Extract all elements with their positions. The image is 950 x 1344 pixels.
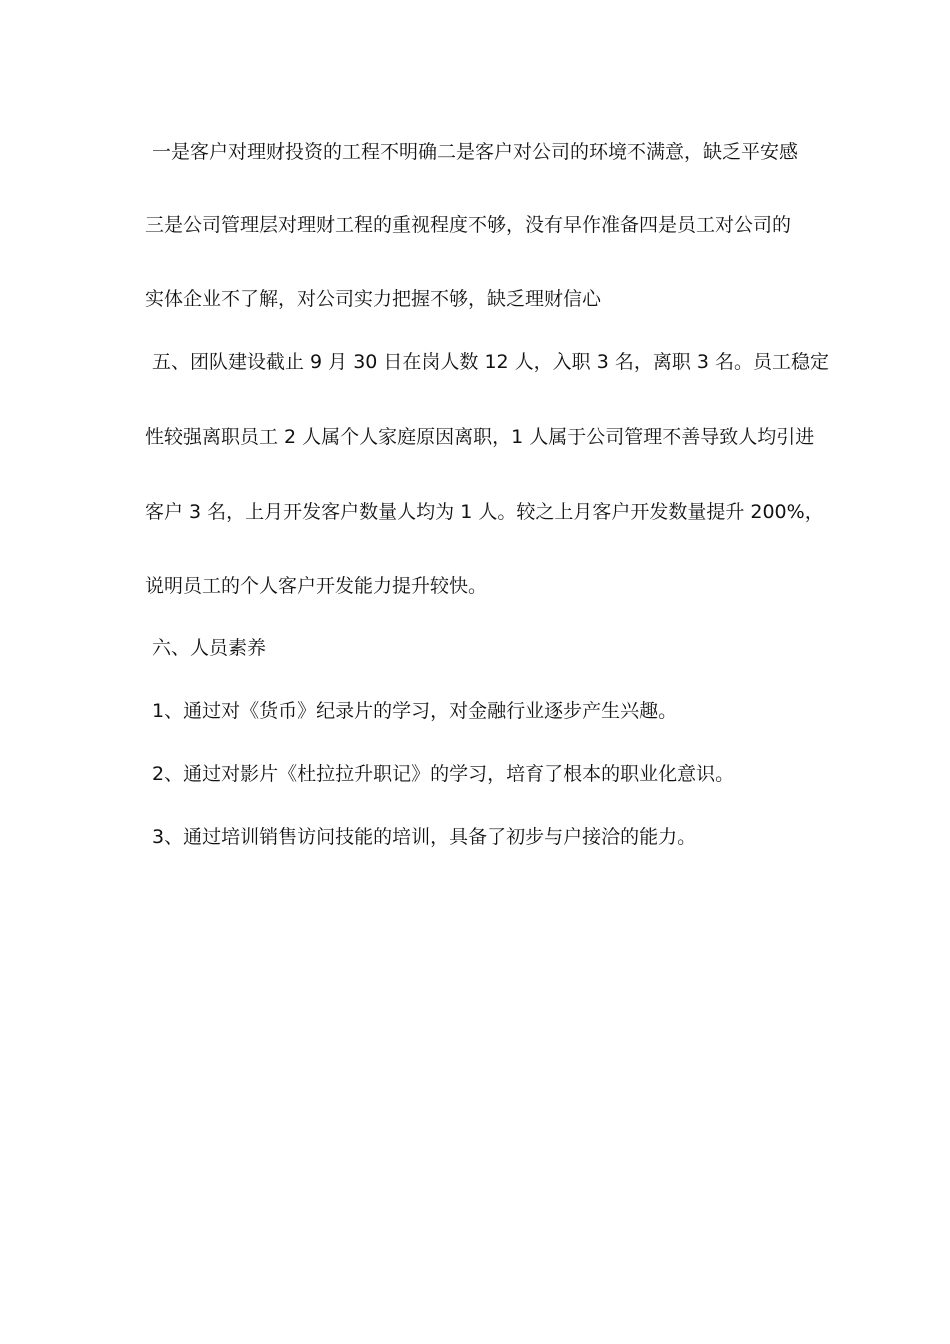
- paragraph-line: 实体企业不了解，对公司实力把握不够，缺乏理财信心: [145, 288, 602, 310]
- paragraph-line: 说明员工的个人客户开发能力提升较快。: [145, 575, 488, 597]
- section-heading-quality: 六、人员素养: [152, 637, 267, 659]
- list-item: 3、通过培训销售访问技能的培训，具备了初步与户接洽的能力。: [152, 826, 697, 848]
- section-heading-team: 五、团队建设截止 9 月 30 日在岗人数 12 人，入职 3 名，离职 3 名。员工稳定: [152, 351, 830, 373]
- paragraph-line: 一是客户对理财投资的工程不明确二是客户对公司的环境不满意，缺乏平安感: [152, 141, 799, 163]
- paragraph-line: 三是公司管理层对理财工程的重视程度不够，没有早作准备四是员工对公司的: [145, 214, 792, 236]
- paragraph-line: 客户 3 名，上月开发客户数量人均为 1 人。较之上月客户开发数量提升 200%，: [145, 501, 824, 523]
- list-item: 1、通过对《货币》纪录片的学习，对金融行业逐步产生兴趣。: [152, 700, 678, 722]
- list-item: 2、通过对影片《杜拉拉升职记》的学习，培育了根本的职业化意识。: [152, 763, 735, 785]
- paragraph-line: 性较强离职员工 2 人属个人家庭原因离职，1 人属于公司管理不善导致人均引进: [145, 426, 815, 448]
